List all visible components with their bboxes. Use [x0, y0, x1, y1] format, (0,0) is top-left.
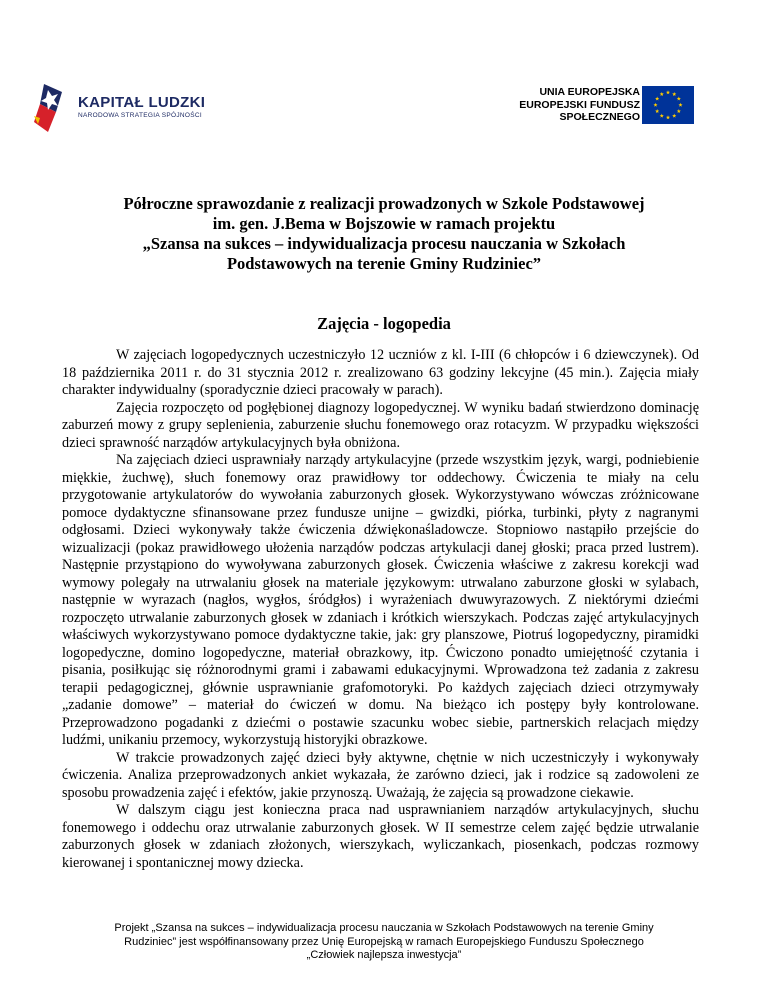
eu-label: [486, 86, 640, 124]
title-line: Półroczne sprawozdanie z realizacji prowadzonych w Szkole Podstawowej: [123, 194, 645, 213]
paragraph: W zajęciach logopedycznych uczestniczyło 12 uczniów z kl. I-III (6 chłopców i 6 dziewczynek). Od 18 października 2011 r. do 31 stycznia 2012 r. zrealizowano 63 godziny lekcyjne (45 min.). Zajęcia miały charakter indywidualny (sporadycznie dzieci pracowały w parach).: [62, 347, 699, 398]
page-footer: [60, 922, 708, 963]
eu-label-line: EUROPEJSKI FUNDUSZ: [519, 98, 640, 111]
logo-subtitle: NARODOWA STRATEGIA SPÓJNOŚCI: [78, 112, 202, 119]
paragraph: W trakcie prowadzonych zajęć dzieci były aktywne, chętnie w nich uczestniczyły i wykonywały ćwiczenia. Analiza przeprowadzonych ankiet wykazała, że zarówno dzieci, jak i rodzice są zadowoleni ze sposobu prowadzenia zajęć i efektów, jakie przynoszą. Uważają, że zajęcia są prowadzone ciekawie.: [62, 749, 699, 801]
title-line: „Szansa na sukces – indywidualizacja procesu nauczania w Szkołach: [142, 234, 626, 253]
footer-line: „Człowiek najlepsza inwestycja”: [306, 949, 462, 961]
title-line: im. gen. J.Bema w Bojszowie w ramach projektu: [212, 214, 556, 233]
report-body: [62, 347, 699, 872]
paragraph: Zajęcia rozpoczęto od pogłębionej diagnozy logopedycznej. W wyniku badań stwierdzono dominację zaburzeń mowy z grupy seplenienia, zaburzenie słuchu fonemowego oraz rotacyzm. W przypadku większości dzieci sprawność narządów artykulacyjnych była obniżona.: [62, 399, 699, 451]
eu-label-line: UNIA EUROPEJSKA: [539, 86, 640, 98]
logo-title: KAPITAŁ LUDZKI: [78, 94, 206, 111]
document-title: [60, 194, 708, 274]
paragraph: Na zajęciach dzieci usprawniały narządy artykulacyjne (przede wszystkim język, wargi, podniebienie miękkie, żuchwę), słuch fonemowy oraz prawidłowy tor oddechowy. Ćwiczenia te miały na celu przygotowanie artykulatorów do wywołania zaburzonych głosek. Wykorzystywano wówczas zróżnicowane pomoce dydaktyczne sfinansowane przez fundusze unijne – gwizdki, piórka, turbinki, płyty z nagranymi odgłosami. Dzieci wykonywały także ćwiczenia dźwiękonaśladowcze. Stopniowo nastąpiło przejście do wizualizacji (pokaz prawidłowego ułożenia narządów podczas artykulacji danej głoski; praca przed lustrem). Następnie przystąpiono do wywoływana zaburzonych głosek. Ćwiczenia właściwe z zakresu korekcji wad wymowy polegały na utrwalaniu głosek na materiale językowym: utrwalano zaburzone głoski w sylabach, następnie w wyrazach (nagłos, wygłos, śródgłos) i wyrażeniach dwuwyrazowych. Z niektórymi dziećmi rozpoczęto utrwalanie zaburzonych głosek w zdaniach i krótkich wierszykach. Podczas zajęć artykulacyjnych właściwych wykorzystywano pomoce dydaktyczne takie, jak: gry planszowe, Piotruś logopedyczny, piramidki logopedyczne, domino logopedyczne, materiał obrazkowy, itp. Ćwiczono ponadto umiejętność czytania i pisania, posiłkując się różnorodnymi grami i zabawami edukacyjnymi. Wprowadzona też zadania z zakresu terapii pedagogicznej, głównie usprawnianie grafomotoryki. Po każdych zajęciach dzieci otrzymywały „zadanie domowe” – materiał do ćwiczeń w domu. Na bieżąco ich postępy były kontrolowane. Przeprowadzono pogadanki z dziećmi o postawie szacunku wobec siebie, partnerskich relacjach między ludźmi, unikaniu przemocy, wykorzystują historyjki obrazkowe.: [62, 452, 699, 748]
footer-line: Rudziniec” jest współfinansowany przez Unię Europejską w ramach Europejskiego Funduszu Społecznego: [124, 935, 644, 948]
section-heading: Zajęcia - logopedia: [317, 314, 451, 333]
footer-line: Projekt „Szansa na sukces – indywidualizacja procesu nauczania w Szkołach Podstawowych na terenie Gminy: [114, 922, 654, 934]
eu-flag-icon: [642, 86, 694, 124]
paragraph: W dalszym ciągu jest konieczna praca nad usprawnianiem narządów artykulacyjnych, słuchu fonemowego i oddechu oraz utrwalanie zaburzonych głosek. W II semestrze celem zajęć będzie utrwalanie zaburzonych głosek w zdaniach złożonych, wierszykach, wyliczankach, piosenkach, podczas rozmowy kierowanej i spontanicznej mowy dziecka.: [62, 802, 699, 871]
eu-label-line: SPOŁECZNEGO: [559, 111, 640, 123]
title-line: Podstawowych na terenie Gminy Rudziniec”: [226, 254, 542, 273]
